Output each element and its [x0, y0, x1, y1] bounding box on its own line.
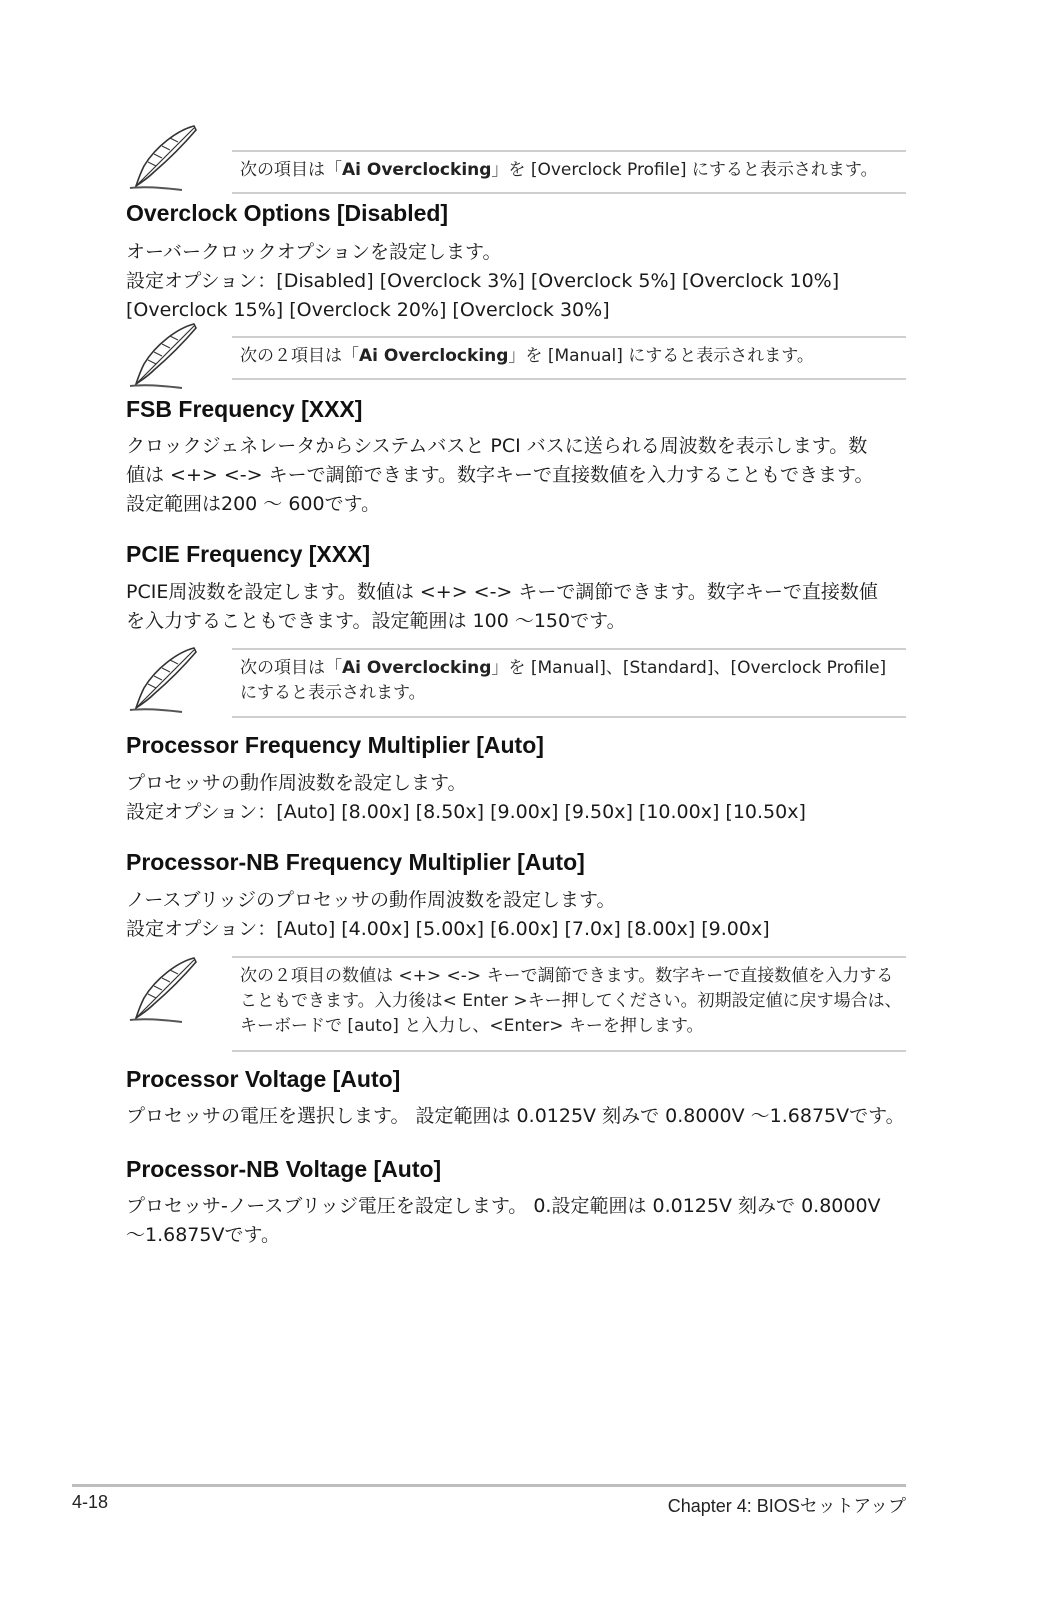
quill-pen-icon [126, 646, 208, 716]
chapter-title: Chapter 4: BIOSセットアップ [667, 1496, 906, 1516]
section-heading-processor-frequency-multiplier: Processor Frequency Multiplier [Auto] [126, 732, 544, 758]
note-overclock-profile [126, 124, 906, 196]
note-text: 次の項目は「Ai Overclocking」を [Manual]、[Standard]、[Overclock Profile] にすると表示されます。 [232, 648, 906, 718]
section-body-overclock-options: オーバークロックオプションを設定します。 設定オプション：[Disabled] [Overclock 3%] [Overclock 5%] [Overclock 10%] [Overclock 15%] [Overclock 20%] [Overclock 30%] [126, 241, 840, 321]
section-body-processor-voltage: プロセッサの電圧を選択します。 設定範囲は 0.0125V 刻みで 0.8000V ～1.6875Vです。 [126, 1105, 905, 1127]
section-heading-nb-voltage: Processor-NB Voltage [Auto] [126, 1156, 442, 1182]
section-heading-fsb-frequency: FSB Frequency [XXX] [126, 396, 363, 422]
page-number: 4-18 [72, 1492, 109, 1512]
quill-pen-icon [126, 956, 208, 1026]
note-manual-standard-profile [126, 646, 906, 720]
section-heading-pcie-frequency: PCIE Frequency [XXX] [126, 541, 371, 567]
section-body-fsb-frequency: クロックジェネレータからシステムバスと PCI バスに送られる周波数を表示します。数 値は <+> <-> キーで調節できます。数字キーで直接数値を入力することもできます。 設定範囲は200 ～ 600です。 [126, 435, 874, 515]
note-text: 次の２項目は「Ai Overclocking」を [Manual] にすると表示されます。 [232, 336, 906, 380]
footer-rule [72, 1484, 906, 1487]
quill-pen-icon [126, 322, 208, 392]
note-key-input [126, 956, 906, 1054]
note-manual [126, 322, 906, 394]
section-body-nb-frequency-multiplier: ノースブリッジのプロセッサの動作周波数を設定します。 設定オプション：[Auto] [4.00x] [5.00x] [6.00x] [7.0x] [8.00x] [9.00x] [126, 889, 770, 940]
section-heading-overclock-options: Overclock Options [Disabled] [126, 200, 449, 226]
section-body-processor-frequency-multiplier: プロセッサの動作周波数を設定します。 設定オプション：[Auto] [8.00x] [8.50x] [9.00x] [9.50x] [10.00x] [10.50x] [126, 772, 806, 823]
quill-pen-icon [126, 124, 208, 194]
section-body-pcie-frequency: PCIE周波数を設定します。数値は <+> <-> キーで調節できます。数字キーで直接数値 を入力することもできます。設定範囲は 100 ～150です。 [126, 581, 878, 632]
note-text: 次の項目は「Ai Overclocking」を [Overclock Profile] にすると表示されます。 [232, 150, 906, 194]
section-heading-processor-voltage: Processor Voltage [Auto] [126, 1066, 401, 1092]
note-text: 次の２項目の数値は <+> <-> キーで調節できます。数字キーで直接数値を入力することもできます。入力後は< Enter >キー押してください。初期設定値に戻す場合は、キーボードで [auto] と入力し、<Enter> キーを押します。 [232, 956, 906, 1052]
section-body-nb-voltage: プロセッサ-ノースブリッジ電圧を設定します。 0.設定範囲は 0.0125V 刻みで 0.8000V ～1.6875Vです。 [126, 1195, 881, 1246]
section-heading-nb-frequency-multiplier: Processor-NB Frequency Multiplier [Auto] [126, 849, 585, 875]
